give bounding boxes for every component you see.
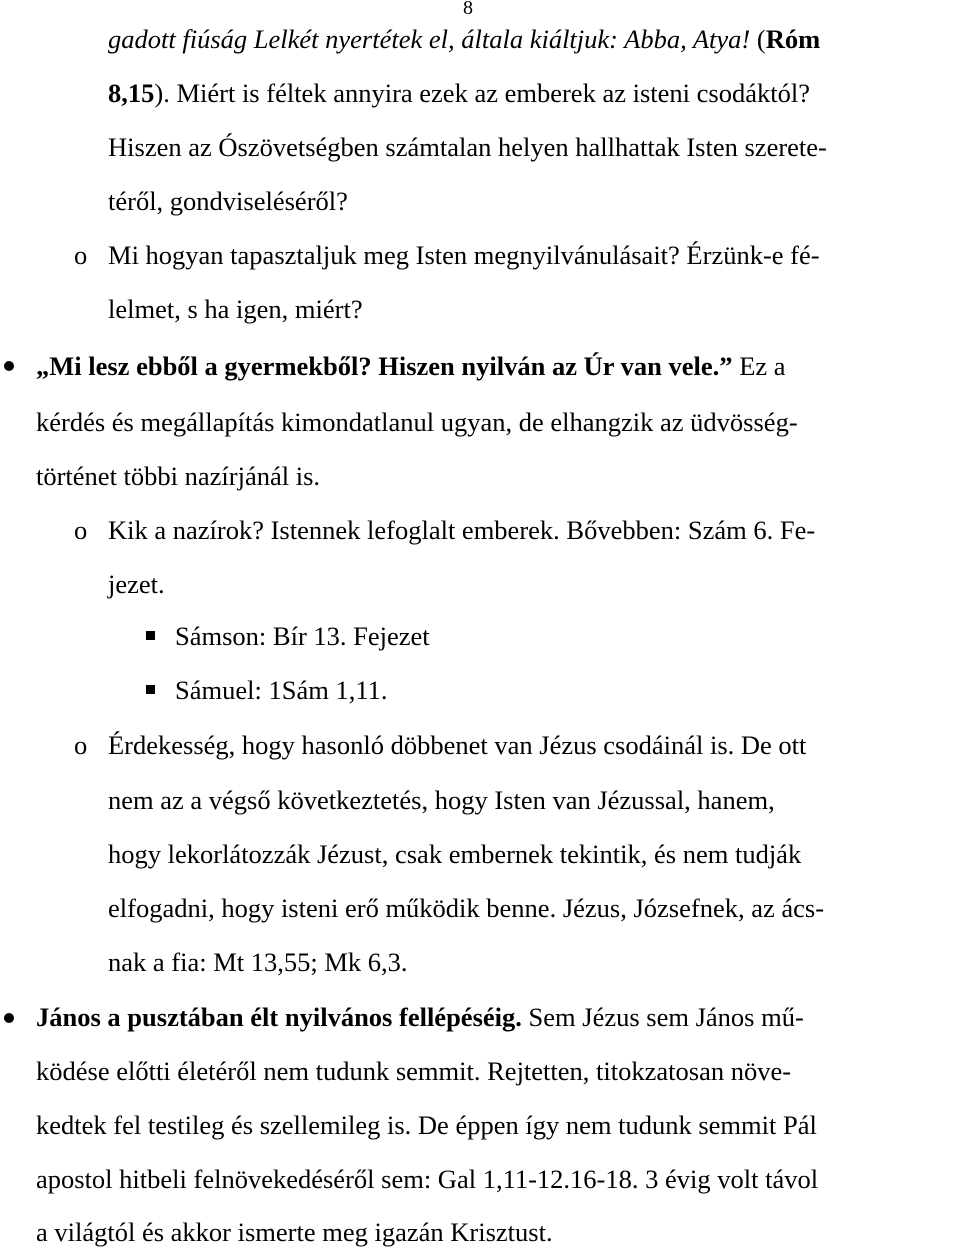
reference-text: Róm (765, 24, 821, 54)
bullet-icon (4, 1013, 14, 1023)
body-text: ). Miért is féltek annyira ezek az emberek az isteni csodáktól? (154, 78, 810, 108)
text-line: Érdekesség, hogy hasonló döbbenet van Jézus csodáinál is. De ott (108, 730, 807, 760)
text-line: Hiszen az Ószövetségben számtalan helyen hallhattak Isten szerete- (108, 132, 827, 162)
text-line: ködése előtti életéről nem tudunk semmit. Rejtetten, titokzatosan növe- (36, 1056, 792, 1086)
text-line (108, 22, 820, 56)
paren-text: ( (750, 24, 766, 54)
text-line: lelmet, s ha igen, miért? (108, 294, 363, 324)
text-line: kérdés és megállapítás kimondatlanul ugyan, de elhangzik az üdvösség- (36, 407, 798, 437)
text-line: jezet. (108, 569, 165, 599)
text-line: a világtól és akkor ismerte meg igazán Krisztust. (36, 1217, 553, 1247)
quote-text: gadott fiúság Lelkét nyertétek el, általa kiáltjuk: Abba, Atya! (108, 24, 751, 54)
text-line: Sámson: Bír 13. Fejezet (175, 621, 430, 651)
text-line (36, 1000, 804, 1034)
text-line: téről, gondviseléséről? (108, 186, 348, 216)
bullet-icon (4, 361, 14, 371)
circle-bullet-icon: o (74, 730, 88, 760)
text-line: nem az a végső következtetés, hogy Isten van Jézussal, hanem, (108, 785, 775, 815)
text-line: Sámuel: 1Sám 1,11. (175, 675, 388, 705)
text-line: Mi hogyan tapasztaljuk meg Isten megnyilvánulásait? Érzünk-e fé- (108, 240, 820, 270)
heading-text: János a pusztában élt nyilvános fellépéséig. (36, 1002, 522, 1032)
circle-bullet-icon: o (74, 240, 88, 270)
page-number: 8 (463, 0, 473, 19)
text-line: nak a fia: Mt 13,55; Mk 6,3. (108, 947, 408, 977)
text-line (108, 76, 810, 110)
text-line: kedtek fel testileg és szellemileg is. De éppen így nem tudunk semmit Pál (36, 1110, 817, 1140)
circle-bullet-icon: o (74, 515, 88, 545)
reference-text: 8,15 (108, 78, 155, 108)
text-line: történet többi nazírjánál is. (36, 461, 321, 491)
heading-text: „Mi lesz ebből a gyermekből? Hiszen nyilván az Úr van vele.” (36, 351, 733, 381)
square-bullet-icon (146, 631, 155, 640)
text-line (36, 349, 786, 383)
text-line: elfogadni, hogy isteni erő működik benne. Jézus, Józsefnek, az ács- (108, 893, 825, 923)
text-line: hogy lekorlátozzák Jézust, csak embernek tekintik, és nem tudják (108, 839, 802, 869)
text-line: Kik a nazírok? Istennek lefoglalt emberek. Bővebben: Szám 6. Fe- (108, 515, 816, 545)
square-bullet-icon (146, 685, 155, 694)
body-text: Ez a (732, 351, 786, 381)
body-text: Sem Jézus sem János mű- (521, 1002, 804, 1032)
text-line: apostol hitbeli felnövekedéséről sem: Gal 1,11-12.16-18. 3 évig volt távol (36, 1164, 819, 1194)
